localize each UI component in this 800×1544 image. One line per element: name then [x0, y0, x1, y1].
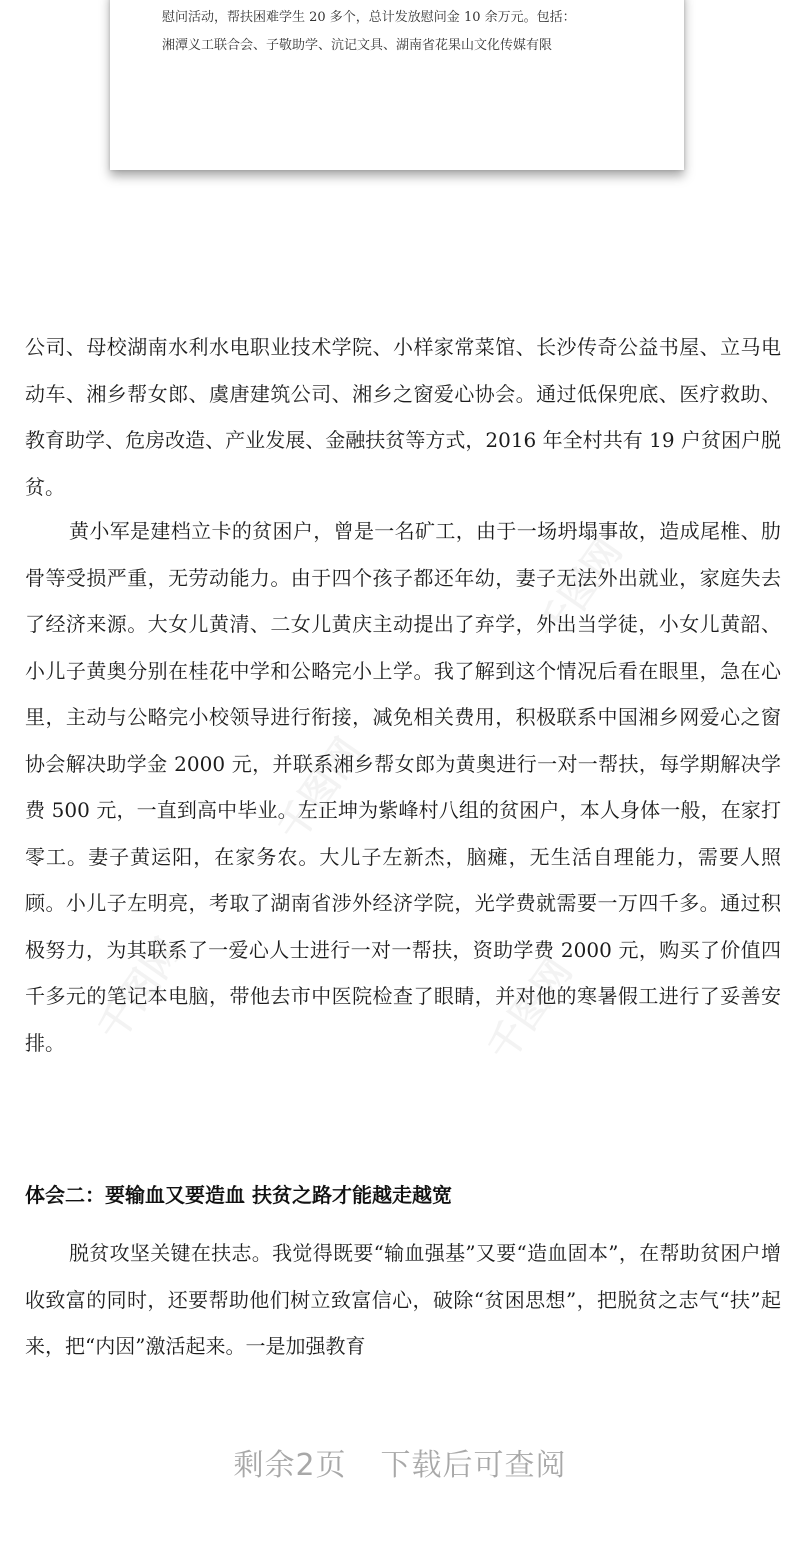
- watermark: 千图网: [89, 930, 191, 1049]
- read-more-banner[interactable]: [0, 1440, 800, 1484]
- section-heading: 体会二：要输血又要造血 扶贫之路才能越走越宽: [25, 1183, 452, 1207]
- paragraph: 脱贫攻坚关键在扶志。我觉得既要“输血强基”又要“造血固本”，在帮助贫困户增收致富的同时，还要帮助他们树立致富信心，破除“贫困思想”，把脱贫之志气“扶”起来，把“内因”激活起来。一是加强教育: [25, 1241, 781, 1358]
- watermark: 千图网: [529, 530, 631, 649]
- remaining-pages-label: 剩余2页: [233, 1448, 347, 1483]
- preview-text: [162, 0, 642, 74]
- previous-page-preview: [110, 0, 684, 170]
- watermark: 千图网: [479, 950, 581, 1069]
- preview-line: 慰问活动，帮扶困难学生 20 多个，总计发放慰问金 10 余万元。包括：: [162, 10, 576, 25]
- download-to-read-link[interactable]: 下载后可查阅: [380, 1448, 567, 1483]
- paragraph: 公司、母校湖南水利水电职业技术学院、小样家常菜馆、长沙传奇公益书屋、立马电动车、湘乡帮女郎、虞唐建筑公司、湘乡之窗爱心协会。通过低保兜底、医疗救助、教育助学、危房改造、产业发展、金融扶贫等方式，2016 年全村共有 19 户贫困户脱贫。: [25, 335, 781, 499]
- watermark: 千图网: [269, 730, 371, 849]
- preview-line: 湘潭义工联合会、子敬助学、沆记文具、湖南省花果山文化传媒有限: [162, 38, 553, 53]
- paragraph: 黄小军是建档立卡的贫困户，曾是一名矿工，由于一场坍塌事故，造成尾椎、肋骨等受损严重，无劳动能力。由于四个孩子都还年幼，妻子无法外出就业，家庭失去了经济来源。大女儿黄清、二女儿黄庆主动提出了弃学，外出当学徒，小女儿黄韶、小儿子黄奥分别在桂花中学和公略完小上学。我了解到这个情况后看在眼里，急在心里，主动与公略完小校领导进行衔接，减免相关费用，积极联系中国湘乡网爱心之窗协会解决助学金 2000 元，并联系湘乡帮女郎为黄奥进行一对一帮扶，每学期解决学费 500 元，一直到高中毕业。左正坤为紫峰村八组的贫困户，本人身体一般，在家打零工。妻子黄运阳，在家务农。大儿子左新杰，脑瘫，无生活自理能力，需要人照顾。小儿子左明亮，考取了湖南省涉外经济学院，光学费就需要一万四千多。通过积极努力，为其联系了一爱心人士进行一对一帮扶，资助学费 2000 元，购买了价值四千多元的笔记本电脑，带他去市中医院检查了眼睛，并对他的寒暑假工进行了妥善安排。: [25, 519, 781, 1055]
